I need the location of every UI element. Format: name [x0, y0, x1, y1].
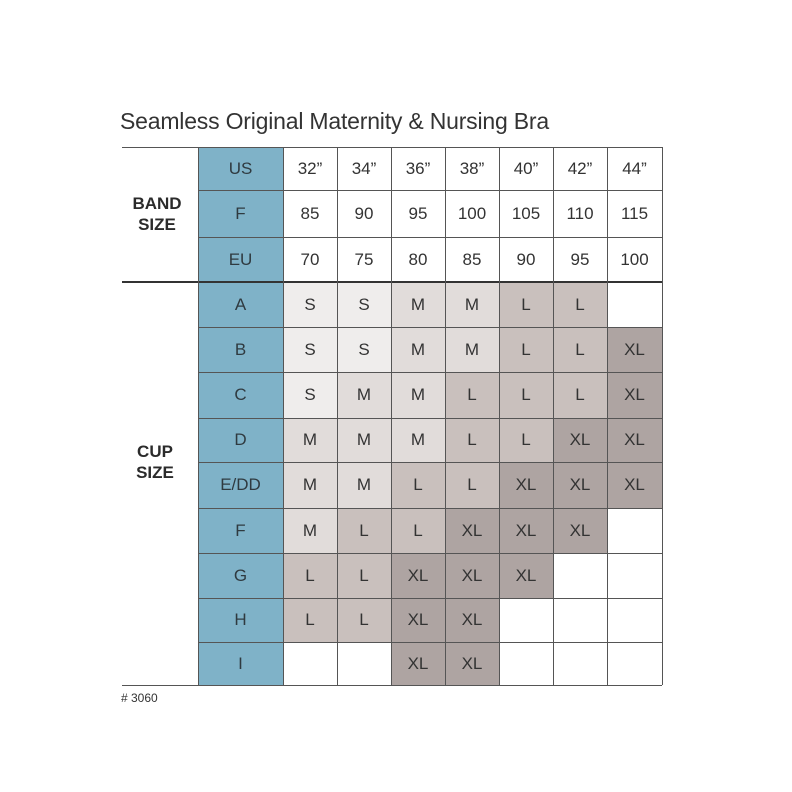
size-cell: XL [391, 642, 445, 685]
band-value-cell: 34” [351, 158, 377, 178]
band-system-label: F [198, 190, 283, 237]
cup-label: A [198, 282, 283, 327]
size-cell: XL [391, 598, 445, 642]
band-value-cell: 85 [462, 249, 482, 269]
size-cell [499, 642, 553, 685]
band-value-cell: 36” [405, 158, 431, 178]
grid-line [198, 462, 662, 463]
grid-line [607, 147, 608, 685]
grid-line [445, 147, 446, 685]
size-cell: XL [445, 508, 499, 553]
size-cell: M [337, 418, 391, 462]
size-cell: XL [607, 418, 662, 462]
band-value-cell: 110 [566, 203, 594, 223]
size-cell: XL [553, 418, 607, 462]
grid-line [122, 147, 662, 148]
cup-label: G [198, 553, 283, 598]
size-cell: L [283, 598, 337, 642]
size-cell: M [391, 327, 445, 372]
size-cell [283, 642, 337, 685]
size-cell [607, 508, 662, 553]
size-cell: M [283, 508, 337, 553]
band-value-cell: 85 [300, 203, 320, 223]
size-cell: L [499, 372, 553, 418]
grid-line [198, 598, 662, 599]
cup-label: D [198, 418, 283, 462]
size-cell: L [445, 372, 499, 418]
size-cell: S [283, 372, 337, 418]
cup-label: B [198, 327, 283, 372]
cup-label: F [198, 508, 283, 553]
size-cell: M [283, 462, 337, 508]
size-cell: XL [499, 508, 553, 553]
size-cell: XL [607, 462, 662, 508]
size-cell: L [499, 327, 553, 372]
size-cell: M [391, 282, 445, 327]
size-cell [553, 553, 607, 598]
size-cell [337, 642, 391, 685]
band-system-label: US [198, 147, 283, 190]
band-value-cell: 75 [354, 249, 374, 269]
band-value-cell: 38” [459, 158, 485, 178]
size-cell: S [283, 327, 337, 372]
size-cell: M [283, 418, 337, 462]
grid-line [198, 553, 662, 554]
size-cell: L [337, 598, 391, 642]
size-cell [607, 282, 662, 327]
band-value-cell: 95 [408, 203, 428, 223]
size-cell: L [499, 418, 553, 462]
size-cell: L [499, 282, 553, 327]
size-cell: XL [445, 598, 499, 642]
grid-line [198, 418, 662, 419]
band-value-cell: 105 [511, 203, 541, 223]
grid-line [283, 147, 284, 685]
size-cell: XL [553, 508, 607, 553]
size-cell: S [283, 282, 337, 327]
size-cell: XL [499, 553, 553, 598]
band-value-cell: 70 [300, 249, 320, 269]
product-code: # 3060 [121, 691, 158, 705]
size-cell: L [337, 508, 391, 553]
size-cell [607, 598, 662, 642]
band-value-cell: 90 [516, 249, 536, 269]
grid-line [198, 190, 662, 191]
size-cell: L [391, 508, 445, 553]
size-cell: XL [445, 642, 499, 685]
band-value-cell: 32” [297, 158, 323, 178]
size-cell: L [445, 462, 499, 508]
size-cell [553, 642, 607, 685]
grid-line [198, 508, 662, 509]
grid-line [337, 147, 338, 685]
band-value-cell: 115 [620, 203, 649, 223]
band-value-cell: 90 [354, 203, 374, 223]
band-value-cell: 40” [513, 158, 539, 178]
size-cell: M [445, 282, 499, 327]
size-cell: S [337, 282, 391, 327]
size-cell [553, 598, 607, 642]
cup-label-line: CUP [137, 442, 173, 461]
band-value-cell: 44” [622, 158, 647, 178]
size-cell: L [391, 462, 445, 508]
band-size-label [122, 193, 192, 235]
band-system-label: EU [198, 237, 283, 282]
size-cell: L [553, 282, 607, 327]
grid-line [198, 327, 662, 328]
band-cup-divider [122, 281, 663, 283]
band-value-cell: 95 [570, 249, 590, 269]
grid-line [198, 372, 662, 373]
size-cell: XL [499, 462, 553, 508]
grid-line [198, 147, 199, 685]
grid-line [198, 237, 662, 238]
size-cell: M [445, 327, 499, 372]
grid-line [391, 147, 392, 685]
grid-line [662, 147, 663, 685]
size-cell: L [553, 327, 607, 372]
size-cell: L [337, 553, 391, 598]
band-value-cell: 42” [567, 158, 593, 178]
size-cell [607, 553, 662, 598]
size-cell: XL [553, 462, 607, 508]
page-title: Seamless Original Maternity & Nursing Bra [120, 108, 549, 134]
size-cell: XL [607, 327, 662, 372]
band-label-line: BAND [132, 194, 182, 213]
size-cell: M [391, 418, 445, 462]
band-value-cell: 80 [408, 249, 428, 269]
size-cell: XL [607, 372, 662, 418]
cup-label-line: SIZE [136, 463, 174, 482]
size-cell: L [283, 553, 337, 598]
grid-line [553, 147, 554, 685]
band-value-cell: 100 [620, 249, 649, 269]
grid-line [122, 685, 662, 686]
size-cell: S [337, 327, 391, 372]
cup-label: E/DD [198, 462, 283, 508]
grid-line [499, 147, 500, 685]
band-label-line: SIZE [138, 215, 176, 234]
size-cell [607, 642, 662, 685]
cup-size-label [122, 441, 188, 483]
size-cell: L [445, 418, 499, 462]
cup-label: H [198, 598, 283, 642]
cup-label: C [198, 372, 283, 418]
size-cell: M [391, 372, 445, 418]
grid-line [198, 642, 662, 643]
size-cell: M [337, 372, 391, 418]
size-cell: XL [391, 553, 445, 598]
size-cell: M [337, 462, 391, 508]
size-cell: XL [445, 553, 499, 598]
cup-label: I [198, 642, 283, 685]
size-cell: L [553, 372, 607, 418]
size-cell [499, 598, 553, 642]
band-value-cell: 100 [457, 203, 487, 223]
